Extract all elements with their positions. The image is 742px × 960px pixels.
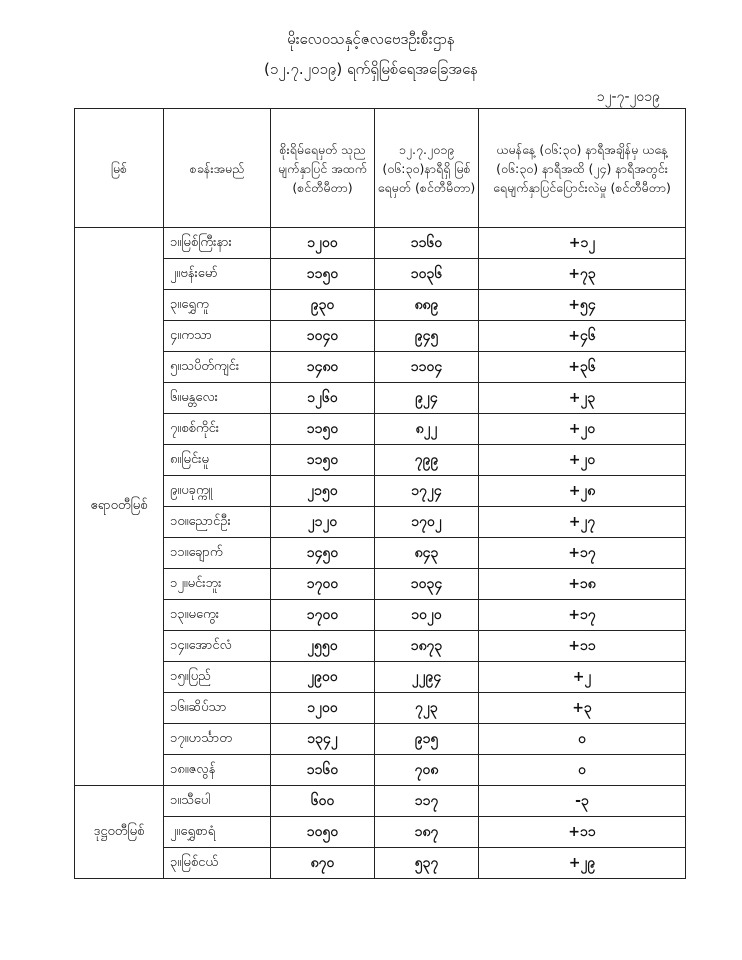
water-level-cell: ၁၀၂၀ (375, 600, 479, 631)
water-level-cell: ၁၀၃၄ (375, 569, 479, 600)
page-subtitle: (၁၂.၇.၂၀၁၉) ရက်ရှိမြစ်ရေအခြေအနေ (264, 60, 478, 78)
report-date: ၁၂-၇-၂၀၁၉ (596, 89, 660, 105)
danger-level-cell: ၁၁၅၀ (271, 445, 375, 476)
change-cell: +၁၂ (479, 228, 686, 259)
table-row (75, 631, 686, 662)
station-cell: ၆။မန္တလေး (164, 383, 271, 414)
water-level-cell: ၁၈၇၃ (375, 631, 479, 662)
danger-level-cell: ၁၇၀၀ (271, 569, 375, 600)
table-row (75, 755, 686, 786)
change-cell: +၂၀ (479, 445, 686, 476)
water-level-cell: ၉၂၄ (375, 383, 479, 414)
water-level-cell: ၁၁၇ (375, 786, 479, 817)
station-cell: ၂။ရွှေစာရံ (164, 817, 271, 848)
station-cell: ၃။မြစ်ငယ် (164, 848, 271, 879)
danger-level-cell: ၁၀၅၀ (271, 817, 375, 848)
water-level-cell: ၇၉၉ (375, 445, 479, 476)
river-name-cell: ဧရာဝတီမြစ် (75, 228, 164, 786)
table-row (75, 817, 686, 848)
station-cell: ၈။မြင်းမူ (164, 445, 271, 476)
table-row (75, 383, 686, 414)
station-cell: ၅။သပိတ်ကျင်း (164, 352, 271, 383)
danger-level-cell: ၂၁၂၀ (271, 507, 375, 538)
station-cell: ၁။သီပေါ (164, 786, 271, 817)
change-cell: ၀ (479, 755, 686, 786)
column-header-water-level: ၁၂.၇.၂၀၁၉ (၀၆:၃၀)နာရီရှိ မြစ်ရေမှတ် (စင်တီမီတာ) (375, 109, 479, 228)
water-level-cell: ၈၂၂ (375, 414, 479, 445)
danger-level-cell: ၆၀၀ (271, 786, 375, 817)
water-level-cell: ၁၇၂၄ (375, 476, 479, 507)
water-level-cell: ၉၁၅ (375, 724, 479, 755)
water-level-cell: ၇၂၃ (375, 693, 479, 724)
change-cell: +၂၃ (479, 383, 686, 414)
water-level-cell: ၁၈၇ (375, 817, 479, 848)
table-row (75, 724, 686, 755)
change-cell: +၃၆ (479, 352, 686, 383)
table-row (75, 321, 686, 352)
station-cell: ၁၇။ဟင်္သာတ (164, 724, 271, 755)
page-title: မိုးလေဝသနှင့်ဇလဗေဒဦးစီးဌာန (287, 30, 455, 48)
water-level-cell: ၈၄၃ (375, 538, 479, 569)
water-level-cell: ၅၃၇ (375, 848, 479, 879)
water-level-cell: ၁၁၀၄ (375, 352, 479, 383)
table-row (75, 352, 686, 383)
table-row (75, 786, 686, 817)
danger-level-cell: ၁၁၅၀ (271, 259, 375, 290)
station-cell: ၁။မြစ်ကြီးနား (164, 228, 271, 259)
danger-level-cell: ၈၇၀ (271, 848, 375, 879)
table-row (75, 445, 686, 476)
river-level-table (74, 108, 686, 879)
column-header-change: ယမန်နေ့ (၀၆:၃၀) နာရီအချိန်မှ ယနေ့ (၀၆:၃၀) နာရီအထိ (၂၄) နာရီအတွင်း ရေမျက်နှာပြင်ပြောင်းလဲမှု (စင်တီမီတာ) (479, 109, 686, 228)
column-header-danger-level: စိုးရိမ်ရေမှတ် သုည မျက်နှာပြင် အထက် (စင်တီမီတာ) (271, 109, 375, 228)
column-header-station: စခန်းအမည် (164, 109, 271, 228)
table-row (75, 228, 686, 259)
change-cell: +၂၉ (479, 848, 686, 879)
danger-level-cell: ၁၁၆၀ (271, 755, 375, 786)
station-cell: ၁၅။ပြည် (164, 662, 271, 693)
station-cell: ၁၆။ဆိပ်သာ (164, 693, 271, 724)
danger-level-cell: ၁၇၀၀ (271, 600, 375, 631)
river-name-cell: ဒုဋ္ဌဝတီမြစ် (75, 786, 164, 879)
change-cell: +၁၁ (479, 631, 686, 662)
danger-level-cell: ၁၂၀၀ (271, 693, 375, 724)
table-row (75, 662, 686, 693)
water-level-cell: ၉၄၅ (375, 321, 479, 352)
water-level-cell: ၈၈၉ (375, 290, 479, 321)
change-cell: +၁၇ (479, 600, 686, 631)
table-row (75, 538, 686, 569)
change-cell: +၂၈ (479, 476, 686, 507)
change-cell: +၂၀ (479, 414, 686, 445)
change-cell: -၃ (479, 786, 686, 817)
danger-level-cell: ၂၉၀၀ (271, 662, 375, 693)
table-row (75, 476, 686, 507)
change-cell: +၁၈ (479, 569, 686, 600)
danger-level-cell: ၁၀၄၀ (271, 321, 375, 352)
table-row (75, 848, 686, 879)
danger-level-cell: ၁၁၅၀ (271, 414, 375, 445)
danger-level-cell: ၁၂၀၀ (271, 228, 375, 259)
table-row (75, 507, 686, 538)
change-cell: +၂၇ (479, 507, 686, 538)
water-level-cell: ၂၂၉၄ (375, 662, 479, 693)
change-cell: +၃ (479, 693, 686, 724)
water-level-cell: ၁၁၆၀ (375, 228, 479, 259)
danger-level-cell: ၁၃၄၂ (271, 724, 375, 755)
change-cell: +၄၆ (479, 321, 686, 352)
station-cell: ၇။စစ်ကိုင်း (164, 414, 271, 445)
water-level-cell: ၁၇၀၂ (375, 507, 479, 538)
station-cell: ၃။ရွှေကူ (164, 290, 271, 321)
water-level-cell: ၁၀၃၆ (375, 259, 479, 290)
table-row (75, 414, 686, 445)
danger-level-cell: ၂၁၅၀ (271, 476, 375, 507)
danger-level-cell: ၂၅၅၀ (271, 631, 375, 662)
station-cell: ၁၀။ညောင်ဦး (164, 507, 271, 538)
station-cell: ၄။ကသာ (164, 321, 271, 352)
station-cell: ၁၁။ချောက် (164, 538, 271, 569)
change-cell: +၂ (479, 662, 686, 693)
table-row (75, 600, 686, 631)
station-cell: ၂။ဗန်းမော် (164, 259, 271, 290)
danger-level-cell: ၁၄၈၀ (271, 352, 375, 383)
danger-level-cell: ၁၄၅၀ (271, 538, 375, 569)
table-row (75, 569, 686, 600)
table-row (75, 693, 686, 724)
station-cell: ၁၃။မကွေး (164, 600, 271, 631)
danger-level-cell: ၉၃၀ (271, 290, 375, 321)
change-cell: +၇၃ (479, 259, 686, 290)
station-cell: ၁၂။မင်းဘူး (164, 569, 271, 600)
change-cell: +၁၁ (479, 817, 686, 848)
station-cell: ၁၈။ဇလွန် (164, 755, 271, 786)
station-cell: ၉။ပခုက္ကူ (164, 476, 271, 507)
change-cell: ၀ (479, 724, 686, 755)
column-header-river: မြစ် (75, 109, 164, 228)
danger-level-cell: ၁၂၆၀ (271, 383, 375, 414)
change-cell: +၅၄ (479, 290, 686, 321)
table-row (75, 259, 686, 290)
water-level-cell: ၇၀၈ (375, 755, 479, 786)
change-cell: +၁၇ (479, 538, 686, 569)
station-cell: ၁၄။အောင်လံ (164, 631, 271, 662)
table-row (75, 290, 686, 321)
